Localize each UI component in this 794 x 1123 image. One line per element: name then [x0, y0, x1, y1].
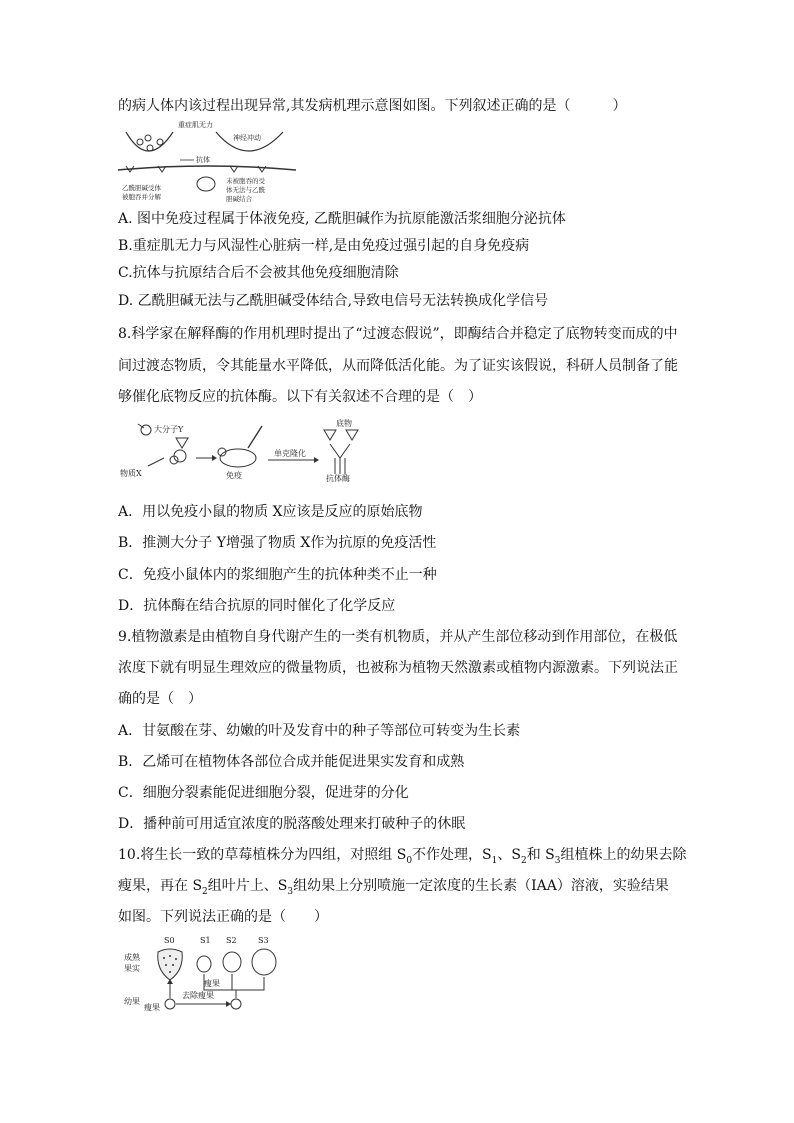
- q10-label-mature-1: 成熟: [124, 953, 140, 962]
- q10-label-s1: S1: [200, 936, 211, 945]
- q10-label-achene: 瘦果: [144, 1003, 160, 1012]
- q10-label-s0: S0: [164, 936, 175, 945]
- q10-label-s3: S3: [258, 936, 269, 945]
- q8-label-substrate: 底物: [336, 419, 352, 428]
- q7-label-nerve: 神经冲动: [233, 134, 261, 142]
- q8-figure: [118, 418, 378, 482]
- q8-option-b: B．推测大分子 Y增强了物质 X作为抗原的免疫活性: [118, 535, 437, 551]
- q7-option-a: A. 图中免疫过程属于体液免疫, 乙酰胆碱作为抗原能激活浆细胞分泌抗体: [118, 211, 566, 227]
- q8-option-d: D．抗体酶在结合抗原的同时催化了化学反应: [118, 598, 396, 614]
- q9-stem-3: 确的是（ ）: [118, 691, 202, 707]
- q9-option-b: B．乙烯可在植物体各部位合成并能促进果实发育和成熟: [118, 754, 465, 770]
- q7-label-top: 重症肌无力: [178, 121, 213, 129]
- q7-label-right-1: 未被胞吞的受: [226, 177, 265, 185]
- q8-label-x: 物质X: [120, 469, 142, 478]
- q9-option-a: A．甘氨酸在芽、幼嫩的叶及发育中的种子等部位可转变为生长素: [118, 723, 521, 739]
- q8-label-mono: 单克隆化: [274, 449, 306, 458]
- q7-option-d: D. 乙酰胆碱无法与乙酰胆碱受体结合,导致电信号无法转换成化学信号: [118, 293, 549, 309]
- q10-stem-2: 瘦果，再在 $S_2$组叶片上、$S_3$组幼果上分别喷施一定浓度的生长素（IAA）溶液，实验结果: [118, 878, 669, 897]
- q10-stem-3: 如图。下列说法正确的是（ ）: [118, 909, 328, 925]
- q8-label-y: 大分子Y: [154, 425, 184, 434]
- q8-label-abzyme: 抗体酶: [326, 474, 350, 482]
- q10-label-achene-top: 瘦果: [204, 979, 220, 988]
- q7-figure: [118, 118, 298, 204]
- q9-stem-2: 浓度下就有明显生理效应的微量物质，也被称为植物天然激素或植物内源激素。下列说法正: [118, 660, 678, 676]
- q8-option-c: C．免疫小鼠体内的浆细胞产生的抗体种类不止一种: [118, 567, 437, 583]
- q10-stem-1: 10.将生长一致的草莓植株分为四组，对照组 $S_0$不作处理，$S_1$、$S_2$和 $S_3$组植株上的幼果去除: [118, 847, 687, 866]
- q10-label-young: 幼果: [124, 997, 140, 1006]
- q7-label-right-2: 体无法与乙酰: [226, 186, 265, 194]
- q10-label-s2: S2: [226, 936, 237, 945]
- q10-figure: [118, 934, 298, 1016]
- q10-label-mature-2: 果实: [124, 964, 140, 973]
- q8-stem-1: 8.科学家在解释酶的作用机理时提出了“过渡态假说”，即酶结合并稳定了底物转变而成的中: [118, 326, 678, 342]
- q7-stem-end: 的病人体内该过程出现异常,其发病机理示意图如图。下列叙述正确的是（ ）: [118, 98, 627, 114]
- q8-label-immune: 免疫: [226, 471, 242, 480]
- q8-option-a: A．用以免疫小鼠的物质 X应该是反应的原始底物: [118, 504, 423, 520]
- q7-label-left-1: 乙酰胆碱受体: [122, 184, 161, 192]
- q9-option-c: C．细胞分裂素能促进细胞分裂，促进芽的分化: [118, 785, 409, 801]
- q7-label-antibody: 抗体: [196, 156, 210, 164]
- q8-stem-3: 够催化底物反应的抗体酶。以下有关叙述不合理的是（ ）: [118, 389, 482, 405]
- q7-label-right-3: 胆碱结合: [226, 195, 252, 203]
- q9-option-d: D．播种前可用适宜浓度的脱落酸处理来打破种子的休眠: [118, 816, 466, 832]
- q7-label-left-2: 被胞吞并分解: [122, 193, 161, 201]
- q10-label-remove: 去除瘦果: [182, 991, 214, 1000]
- q7-option-b: B.重症肌无力与风湿性心脏病一样,是由免疫过强引起的自身免疫病: [118, 238, 530, 254]
- q8-stem-2: 间过渡态物质，令其能量水平降低，从而降低活化能。为了证实该假说，科研人员制备了能: [118, 358, 678, 374]
- q7-option-c: C.抗体与抗原结合后不会被其他免疫细胞清除: [118, 265, 399, 281]
- q9-stem-1: 9.植物激素是由植物自身代谢产生的一类有机物质，并从产生部位移动到作用部位，在极低: [118, 629, 678, 645]
